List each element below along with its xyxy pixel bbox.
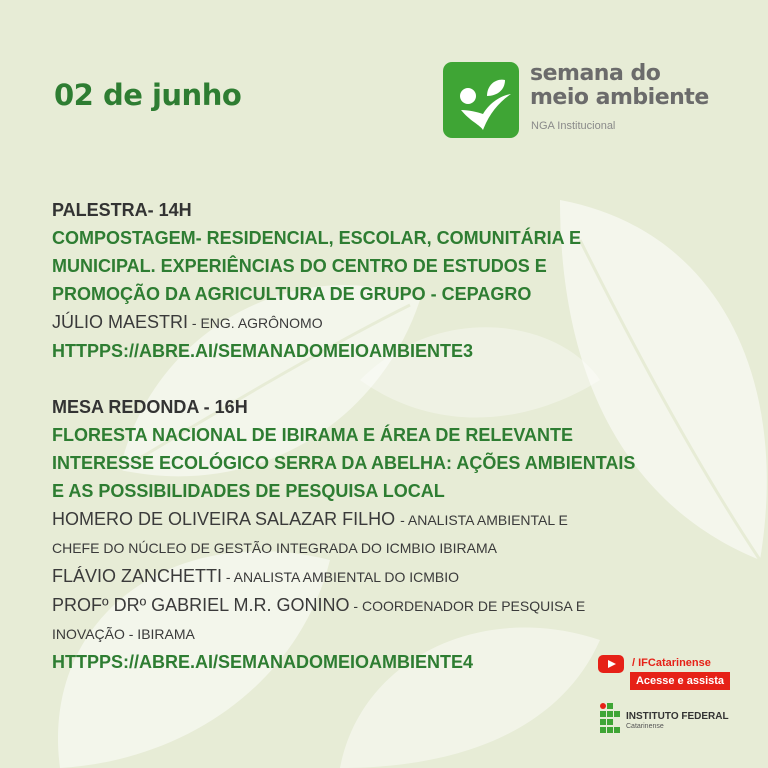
event-date: 02 de junho xyxy=(54,78,242,112)
event-title-line: MUNICIPAL. EXPERIÊNCIAS DO CENTRO DE ESTUDOS E xyxy=(52,256,547,276)
speaker-line xyxy=(52,591,742,620)
speaker-line xyxy=(52,505,742,534)
speaker-role-continued: INOVAÇÃO - IBIRAMA xyxy=(52,626,195,642)
speaker-role: - ENG. AGRÔNOMO xyxy=(188,315,323,331)
event-title-line: INTERESSE ECOLÓGICO SERRA DA ABELHA: AÇÕES AMBIENTAIS xyxy=(52,453,636,473)
sprout-icon xyxy=(443,62,519,138)
event-title-line: FLORESTA NACIONAL DE IBIRAMA E ÁREA DE RELEVANTE xyxy=(52,425,574,445)
event-palestra xyxy=(52,196,742,365)
logo-subtitle: NGA Institucional xyxy=(531,120,616,132)
speaker-name: PROFº DRº GABRIEL M.R. GONINO xyxy=(52,595,350,615)
event-title-line: COMPOSTAGEM- RESIDENCIAL, ESCOLAR, COMUNITÁRIA E xyxy=(52,228,582,248)
event-schedule xyxy=(52,196,742,676)
event-link[interactable]: HTTPPS://ABRE.AI/SEMANADOMEIOAMBIENTE3 xyxy=(52,341,474,361)
event-mesa-redonda xyxy=(52,393,742,676)
youtube-channel-badge[interactable] xyxy=(594,651,734,693)
speaker-name: JÚLIO MAESTRI xyxy=(52,312,189,332)
speaker-line xyxy=(52,308,742,337)
speaker-name: HOMERO DE OLIVEIRA SALAZAR FILHO xyxy=(52,509,401,529)
youtube-handle: / IFCatarinense xyxy=(632,657,711,669)
institution-name: INSTITUTO FEDERAL xyxy=(626,711,729,722)
speaker-role-continued: CHEFE DO NÚCLEO DE GESTÃO INTEGRADA DO ICMBIO IBIRAMA xyxy=(52,540,497,556)
speaker-line xyxy=(52,562,742,591)
speaker-role: - COORDENADOR DE PESQUISA E xyxy=(349,598,586,614)
event-title-line: E AS POSSIBILIDADES DE PESQUISA LOCAL xyxy=(52,481,445,501)
event-title-line: PROMOÇÃO DA AGRICULTURA DE GRUPO - CEPAGRO xyxy=(52,284,532,304)
logo-title: semana do meio ambiente xyxy=(530,61,709,110)
institution-campus: Catarinense xyxy=(626,723,664,730)
event-heading: MESA REDONDA - 16H xyxy=(52,397,248,417)
speaker-role: - ANALISTA AMBIENTAL DO ICMBIO xyxy=(222,569,460,585)
youtube-icon xyxy=(598,655,624,673)
semana-meio-ambiente-logo xyxy=(443,62,743,142)
watch-button[interactable]: Acesse e assista xyxy=(630,672,730,690)
speaker-name: FLÁVIO ZANCHETTI xyxy=(52,566,223,586)
instituto-federal-logo xyxy=(600,703,740,739)
speaker-role: - ANALISTA AMBIENTAL E xyxy=(400,512,568,528)
event-heading: PALESTRA- 14H xyxy=(52,200,192,220)
ifc-grid-icon xyxy=(600,703,620,733)
event-link[interactable]: HTTPPS://ABRE.AI/SEMANADOMEIOAMBIENTE4 xyxy=(52,652,474,672)
